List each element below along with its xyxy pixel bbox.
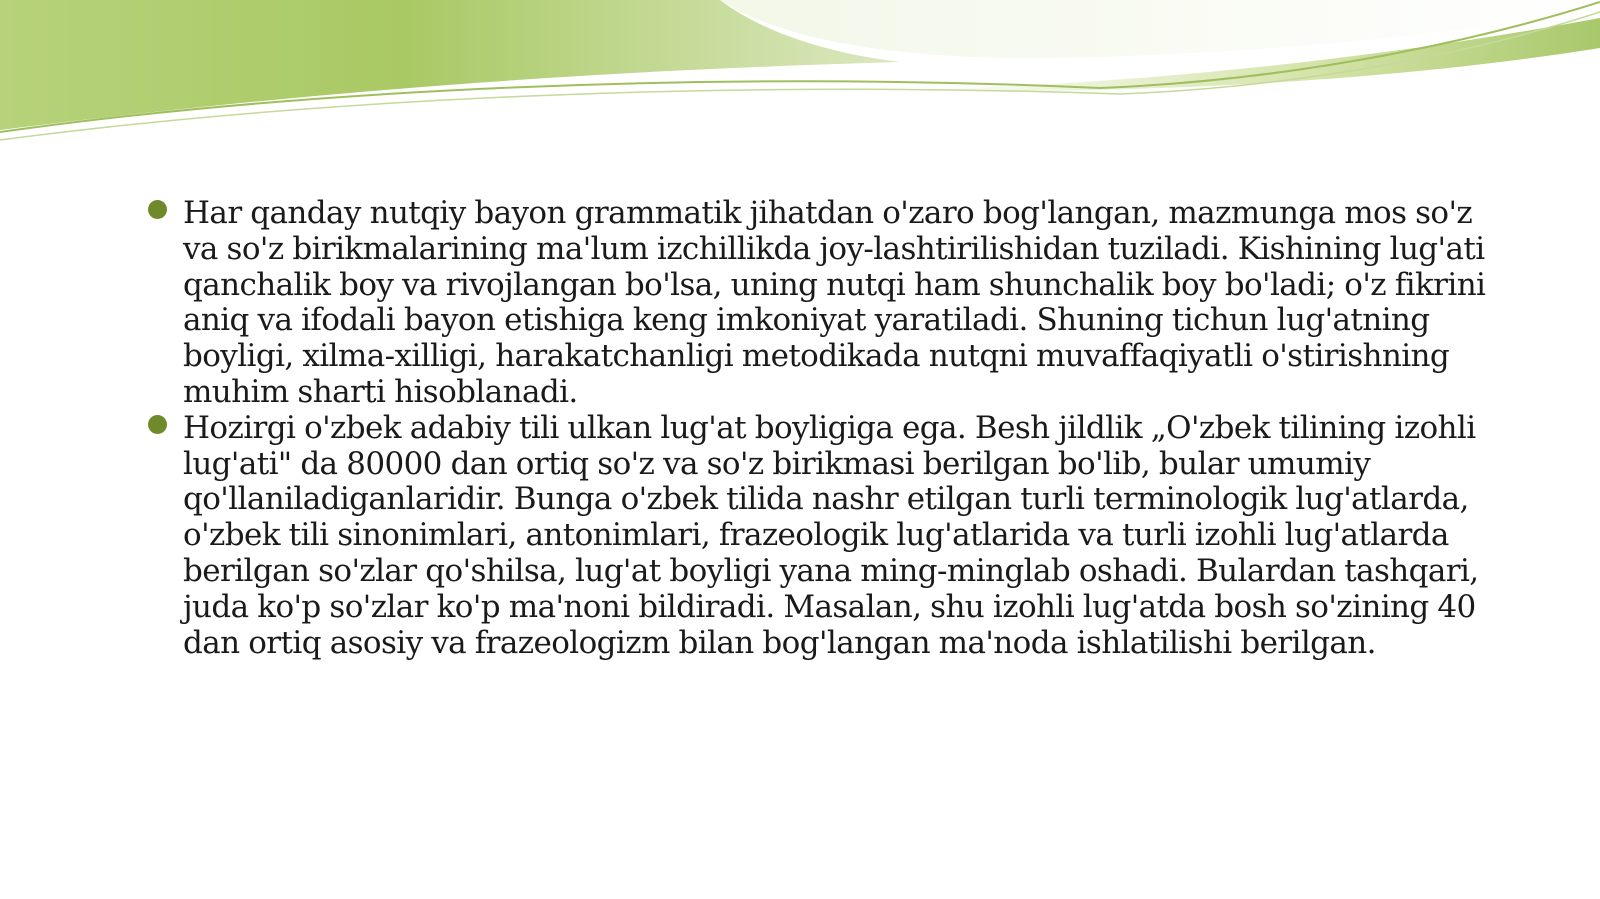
bullet-item xyxy=(148,196,1500,411)
bullet-text: Har qanday nutqiy bayon grammatik jihatdan o'zaro bog'langan, mazmunga mos so'z va so'z birikmalarining ma'lum izchillikda joy-lashtirilishidan tuziladi. Kishining lug'ati qanchalik boy va rivojlangan bo'lsa, uning nutqi ham shunchalik boy bo'ladi; o'z fikrini aniq va ifodali bayon etishiga keng imkoniyat yaratiladi. Shuning tichun lug'atning boyligi, xilma-xilligi, harakatchanligi metodikada nutqni muvaffaqiyatli o'stirishning muhim sharti hisoblanadi. xyxy=(183,195,1486,410)
bullet-dot-icon xyxy=(148,415,167,434)
bullet-list xyxy=(148,196,1500,661)
bullet-text: Hozirgi o'zbek adabiy tili ulkan lug'at boyligiga ega. Besh jildlik „O'zbek tilining izohli lug'ati" da 80000 dan ortiq so'z va so'z birikmasi berilgan bo'lib, bular umumiy qo'llaniladiganlaridir. Bunga o'zbek tilida nashr etilgan turli terminologik lug'atlarda, o'zbek tili sinonimlari, antonimlari, frazeologik lug'atlarida va turli izohli lug'atlarda berilgan so'zlar qo'shilsa, lug'at boyligi yana ming-minglab oshadi. Bulardan tashqari, juda ko'p so'zlar ko'p ma'noni bildiradi. Masalan, shu izohli lug'atda bosh so'zining 40 dan ortiq asosiy va frazeologizm bilan bog'langan ma'noda ishlatilishi berilgan. xyxy=(183,409,1479,661)
slide-body xyxy=(148,196,1500,661)
header-wave-decoration xyxy=(0,0,1600,160)
bullet-item xyxy=(148,411,1500,662)
bullet-dot-icon xyxy=(148,200,167,219)
